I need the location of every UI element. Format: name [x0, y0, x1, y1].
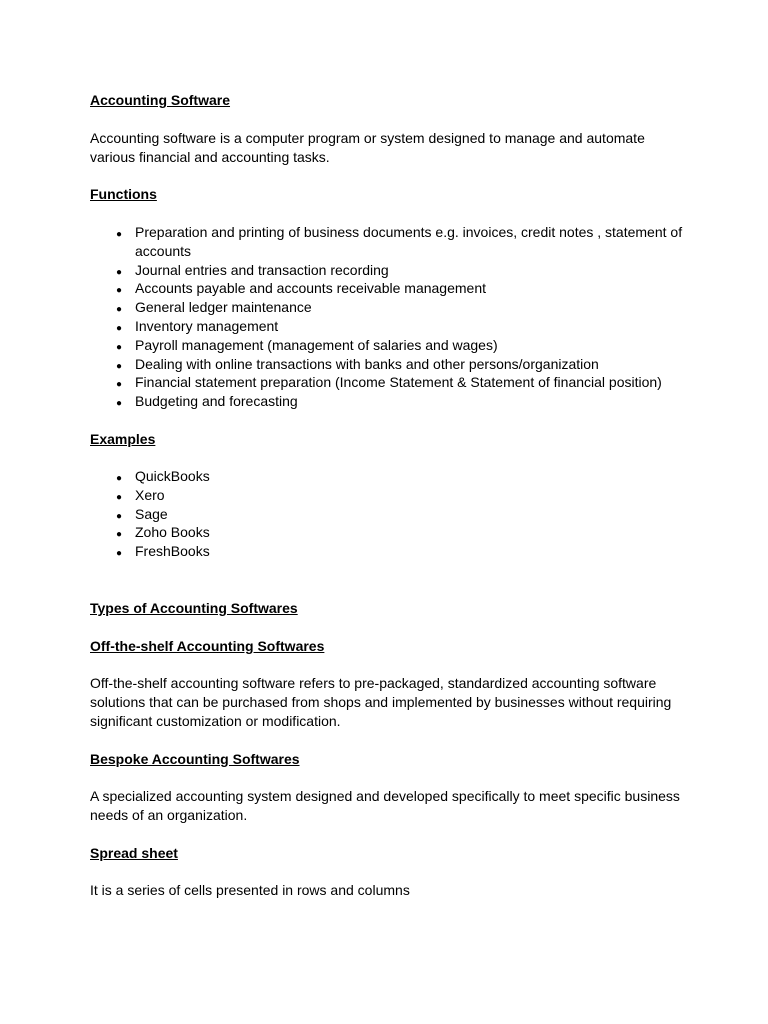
list-item	[90, 298, 690, 317]
examples-list	[90, 467, 690, 561]
functions-heading: Functions	[90, 186, 157, 202]
list-item	[90, 523, 690, 542]
list-item	[90, 317, 690, 336]
examples-heading: Examples	[90, 431, 156, 447]
list-item	[90, 355, 690, 374]
functions-list	[90, 223, 690, 411]
list-item-text: Dealing with online transactions with banks and other persons/organization	[135, 355, 599, 372]
list-item-text: FreshBooks	[135, 543, 210, 560]
spreadsheet-paragraph: It is a series of cells presented in rows and columns	[90, 882, 410, 898]
list-item-text: Journal entries and transaction recording	[135, 261, 389, 278]
list-item	[90, 486, 690, 505]
bullet-icon	[112, 223, 126, 245]
bespoke-heading: Bespoke Accounting Softwares	[90, 751, 300, 767]
bullet-icon	[112, 392, 126, 414]
list-item	[90, 261, 690, 280]
list-item-text: Preparation and printing of business documents e.g. invoices, credit notes , statement of accounts	[135, 224, 683, 259]
bullet-icon	[112, 542, 126, 564]
list-item-text: Accounts payable and accounts receivable management	[135, 280, 486, 297]
list-item	[90, 373, 690, 392]
spreadsheet-heading: Spread sheet	[90, 845, 178, 861]
list-item	[90, 223, 690, 261]
document-title: Accounting Software	[90, 92, 231, 108]
list-item-text: Budgeting and forecasting	[135, 393, 298, 410]
types-heading: Types of Accounting Softwares	[90, 600, 298, 616]
list-item-text: Zoho Books	[135, 524, 210, 541]
list-item-text: Sage	[135, 505, 168, 522]
list-item	[90, 542, 690, 561]
list-item	[90, 505, 690, 524]
list-item-text: General ledger maintenance	[135, 299, 312, 316]
off-the-shelf-heading: Off-the-shelf Accounting Softwares	[90, 638, 325, 654]
list-item-text: Xero	[135, 486, 165, 503]
list-item-text: QuickBooks	[135, 468, 210, 484]
list-item-text: Inventory management	[135, 317, 279, 334]
list-item-text: Financial statement preparation (Income Statement & Statement of financial position)	[135, 374, 662, 391]
list-item	[90, 392, 690, 411]
intro-paragraph: Accounting software is a computer program or system designed to manage and automate various financial and accounting tasks.	[90, 130, 645, 165]
off-the-shelf-paragraph: Off-the-shelf accounting software refers to pre-packaged, standardized accounting software solutions that can be purchased from shops and implemented by businesses without requiring significant customization or modification.	[90, 675, 672, 729]
list-item	[90, 467, 690, 486]
list-item	[90, 336, 690, 355]
list-item-text: Payroll management (management of salaries and wages)	[135, 336, 498, 353]
list-item	[90, 279, 690, 298]
bespoke-paragraph: A specialized accounting system designed and developed specifically to meet specific business needs of an organization.	[90, 788, 680, 823]
